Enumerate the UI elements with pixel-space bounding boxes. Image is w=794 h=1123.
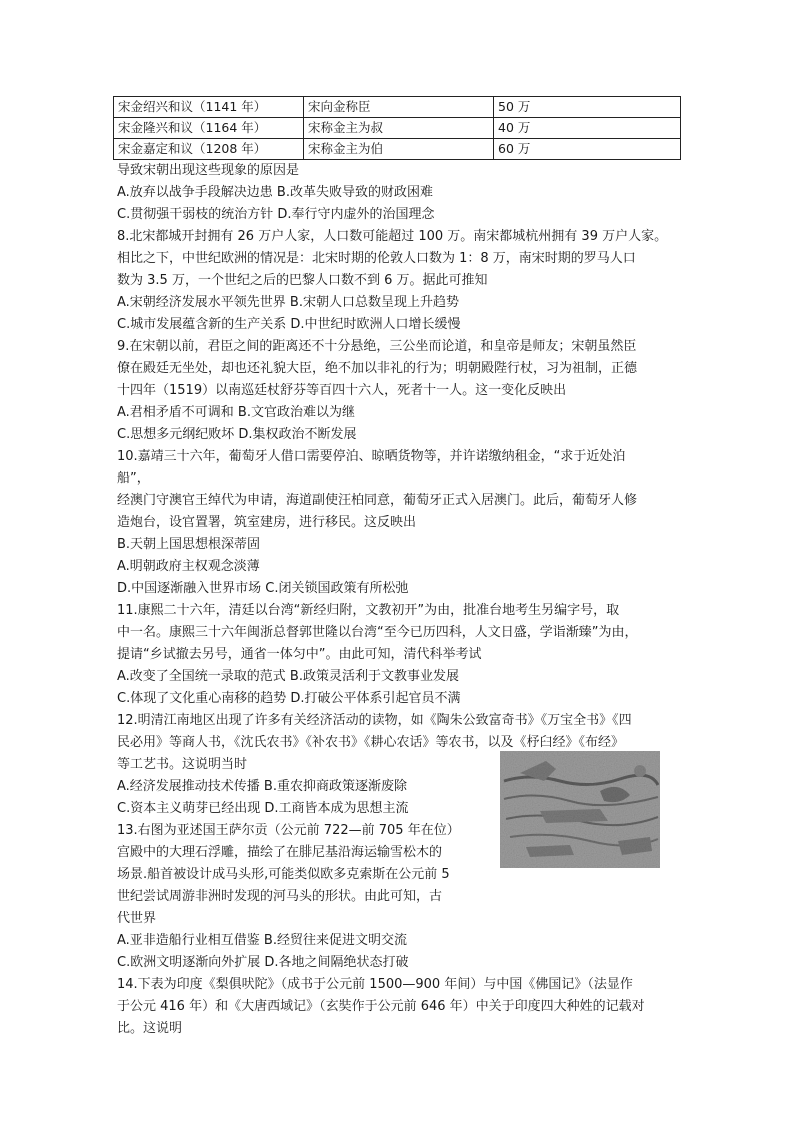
option-line: A.亚非造船行业相互借鉴 B.经贸往来促进文明交流 [117,933,407,948]
text-line: 宫殿中的大理石浮雕，描绘了在腓尼基沿海运输雪松木的 [117,845,443,860]
option-line: A.经济发展推动技术传播 B.重农抑商政策逐渐废除 [117,779,407,794]
text-line: 造炮台，设官置署，筑室建房，进行移民。这反映出 [117,515,417,530]
text-line: 于公元 416 年）和《大唐西域记》（玄奘作于公元前 646 年）中关于印度四大种姓的记载对 [117,999,645,1014]
text-line: 民必用》等商人书，《沈氏农书》《补农书》《耕心农话》等农书，以及《杼臼经》《布经》 [117,735,625,750]
question-12: 12.明清江南地区出现了许多有关经济活动的读物，如《陶朱公致富奇书》《万宝全书》《四 [117,713,632,728]
question-11: 11.康熙二十六年，清廷以台湾“新经归附，文教初开”为由，批准台地考生另编字号，取 [117,603,620,618]
text-line: 数为 3.5 万，一个世纪之后的巴黎人口数不到 6 万。据此可推知 [117,273,488,288]
treaty-amount: 60 万 [494,139,681,160]
treaty-amount: 50 万 [494,97,681,118]
treaty-amount: 40 万 [494,118,681,139]
text-line: 僚在殿廷无坐处，却也还礼貌大臣，绝不加以非礼的行为；明朝殿陛行杖，习为祖制，正德 [117,361,638,376]
text-line: 相比之下，中世纪欧洲的情况是：北宋时期的伦敦人口数为 1：8 万，南宋时期的罗马人口 [117,251,636,266]
question-8: 8.北宋都城开封拥有 26 万户人家，人口数可能超过 100 万。南宋都城杭州拥有 39 万户人家。 [117,229,668,244]
option-line: C.思想多元纲纪败坏 D.集权政治不断发展 [117,427,357,442]
text-line: 十四年（1519）以南巡廷杖舒芬等百四十六人，死者十一人。这一变化反映出 [117,383,567,398]
question-10: 10.嘉靖三十六年，葡萄牙人借口需要停泊、晾晒货物等，并许诺缴纳租金，“求于近处泊 [117,449,626,464]
treaty-relation: 宋称金主为伯 [304,139,494,160]
text-line: 世纪尝试周游非洲时发现的河马头的形状。由此可知，古 [117,889,443,904]
text-line: 船”， [117,471,150,486]
option-line: A.宋朝经济发展水平领先世界 B.宋朝人口总数呈现上升趋势 [117,295,459,310]
option-line: A.君相矛盾不可调和 B.文官政治难以为继 [117,405,355,420]
treaty-relation: 宋称金主为叔 [304,118,494,139]
table-row [114,118,681,139]
assyrian-relief-image [500,751,660,868]
treaty-relation: 宋向金称臣 [304,97,494,118]
option-line: C.欧洲文明逐渐向外扩展 D.各地之间隔绝状态打破 [117,955,409,970]
text-line: 提请“乡试撤去另号，通省一体匀中”。由此可知，清代科举考试 [117,647,482,662]
text-line: 导致宋朝出现这些现象的原因是 [117,163,300,178]
option-line: A.放弃以战争手段解决边患 B.改革失败导致的财政困难 [117,185,433,200]
text-line: 经澳门守澳官王绰代为申请，海道副使汪柏同意，葡萄牙正式入居澳门。此后，葡萄牙人修 [117,493,638,508]
text-line: 等工艺书。这说明当时 [117,757,248,772]
question-14: 14.下表为印度《梨俱吠陀》（成书于公元前 1500—900 年间）与中国《佛国记》（法显作 [117,977,633,992]
question-9: 9.在宋朝以前，君臣之间的距离还不十分悬绝，三公坐而论道，和皇帝是师友；宋朝虽然臣 [117,339,637,354]
relief-image-icon [500,751,660,868]
option-line: A.改变了全国统一录取的范式 B.政策灵活利于文教事业发展 [117,669,459,684]
table-row [114,97,681,118]
option-line: D.中国逐渐融入世界市场 C.闭关锁国政策有所松弛 [117,581,409,596]
text-line: 比。这说明 [117,1021,183,1036]
option-line: B.天朝上国思想根深蒂固 [117,537,261,552]
text-line: 场景.船首被设计成马头形,可能类似欧多克索斯在公元前 5 [117,867,450,882]
option-line: C.体现了文化重心南移的趋势 D.打破公平体系引起官员不满 [117,691,461,706]
text-line: 中一名。康熙三十六年闽浙总督郭世隆以台湾“至今已历四科，人文日盛，学诣渐臻”为由， [117,625,638,640]
option-line: C.贯彻强干弱枝的统治方针 D.奉行守内虚外的治国理念 [117,207,435,222]
text-line: 代世界 [117,911,157,926]
option-line: C.资本主义萌芽已经出现 D.工商皆本成为思想主流 [117,801,409,816]
treaty-name: 宋金嘉定和议（1208 年） [114,139,304,160]
option-line: A.明朝政府主权观念淡薄 [117,559,260,574]
question-13: 13.右图为亚述国王萨尔贡（公元前 722—前 705 年在位） [117,823,460,838]
treaty-name: 宋金隆兴和议（1164 年） [114,118,304,139]
table-row [114,139,681,160]
treaty-table [113,96,681,160]
option-line: C.城市发展蕴含新的生产关系 D.中世纪时欧洲人口增长缓慢 [117,317,461,332]
treaty-name: 宋金绍兴和议（1141 年） [114,97,304,118]
